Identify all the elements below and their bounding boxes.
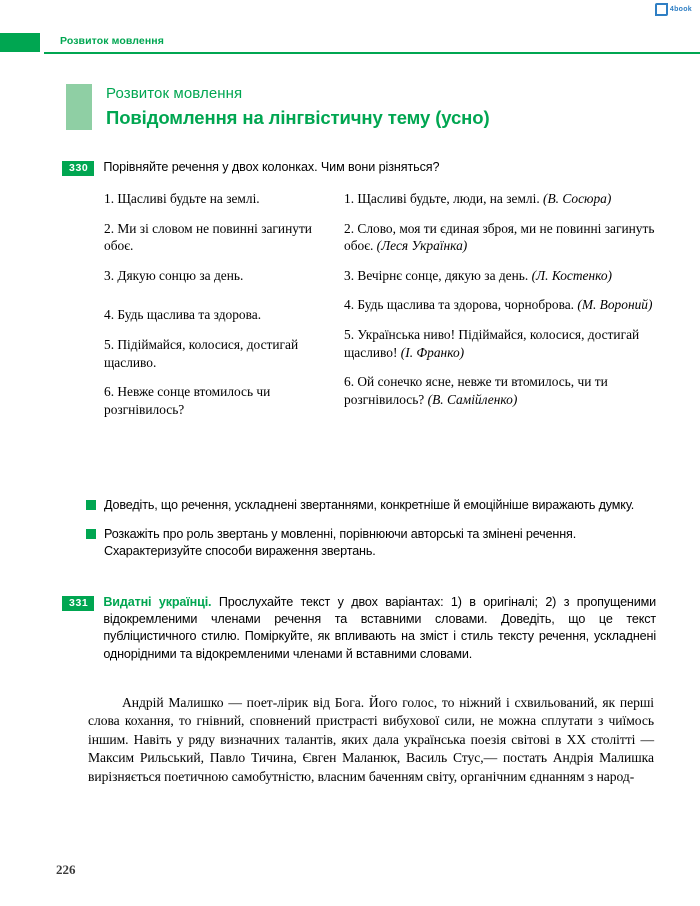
sentence-source: (І. Франко): [400, 344, 465, 360]
sentence-comparison: [104, 190, 656, 418]
section-swatch: [66, 84, 92, 130]
task-text: Розкажіть про роль звертань у мовленні, порівнюючи авторські та змінені речення. Схарактеризуйте способи вираження звертань.: [104, 527, 577, 558]
list-item: [344, 220, 656, 255]
sentence-text: 2. Слово, моя ти єдиная зброя, ми не повинні загинуть обоє.: [344, 220, 655, 254]
list-item: [344, 267, 656, 285]
exercise-330-prompt: Порівняйте речення у двох колонках. Чим вони різняться?: [103, 160, 440, 174]
list-item: [344, 373, 656, 408]
list-item: [344, 190, 656, 208]
exercise-331-instructions: Прослухайте текст у двох варіантах: 1) в оригіналі; 2) з пропущеними відокремленими членами речення та вставними словами. Доведіть, що це текст публіцистичного стилю. Поміркуйте, як впливають на зміст і стиль тексту речення, ускладнені однорідними та відокремленими членами й вставними словами.: [103, 595, 657, 661]
exercise-330-header: [62, 159, 654, 176]
exercise-331-prompt: [103, 594, 656, 663]
sentence-source: (В. Самійленко): [427, 391, 518, 407]
task-text: Доведіть, що речення, ускладнені звертаннями, конкретніше й емоційніше виражають думку.: [104, 498, 635, 512]
square-bullet-icon: [86, 529, 96, 539]
exercise-number-badge: 330: [62, 161, 94, 176]
running-head-rule: [44, 52, 700, 54]
list-item: [344, 326, 656, 361]
square-bullet-icon: [86, 500, 96, 510]
list-item: [344, 296, 656, 314]
exercise-331-header: [62, 594, 656, 663]
section-heading: [66, 84, 490, 130]
sentence-text: 1. Щасливі будьте, люди, на землі.: [344, 191, 544, 206]
running-head-title: Розвиток мовлення: [60, 35, 164, 47]
sentence-text: 4. Будь щаслива та здорова, чорноброва.: [344, 297, 578, 313]
reading-passage: Андрій Малишко — поет-лірик від Бога. Його голос, то ніжний і схвильований, як перші слова кохання, то гнівний, сповнений пристрасті вибухової сили, не можна сплутати з чиїмось іншим. Навіть у ряду визначних талантів, яких дала українська поезія світові в ХХ столітті — Максим Рильський, Павло Тичина, Євген Маланюк, Василь Стус,— постать Андрія Малишка вирізняється поетичною самобутністю, власним баченням світу, органічним єднанням з народ-: [88, 695, 654, 784]
sentence-source: (В. Сосюра): [543, 191, 612, 206]
section-kicker: Розвиток мовлення: [106, 85, 243, 102]
list-item: 1. Щасливі будьте на землі.: [104, 191, 260, 206]
sentence-source: (Л. Костенко): [531, 267, 613, 283]
sentence-source: (Леся Українка): [376, 238, 468, 254]
page-title: Повідомлення на лінгвістичну тему (усно): [106, 107, 490, 128]
list-item: [86, 526, 654, 560]
list-item: 2. Ми зі словом не повинні загинути обоє.: [104, 220, 312, 254]
page-number: 226: [56, 862, 76, 877]
running-head: [0, 33, 700, 57]
sentence-text: 5. Українська ниво! Підіймайся, колосися, достигай щасливо!: [344, 326, 640, 360]
list-item: 4. Будь щаслива та здорова.: [104, 307, 262, 323]
list-item: 5. Підіймайся, колосися, достигай щасливо.: [104, 336, 299, 370]
task-list: [86, 497, 654, 572]
running-head-swatch: [0, 33, 40, 52]
publisher-logo-text: 4book: [669, 6, 692, 13]
publisher-logo: [655, 3, 692, 16]
section-heading-text: [106, 84, 490, 130]
sentence-text: 6. Ой сонечко ясне, невже ти втомилось, чи ти розгнівилось?: [344, 374, 608, 407]
exercise-330: [62, 159, 654, 176]
list-item: 3. Дякую сонцю за день.: [104, 267, 244, 283]
book-logo-icon: [655, 3, 668, 16]
exercise-331: [62, 594, 656, 663]
sentence-text: 3. Вечірнє сонце, дякую за день.: [344, 267, 532, 283]
comparison-column-original: [344, 190, 656, 418]
comparison-column-modified: [104, 190, 316, 418]
list-item: [86, 497, 654, 514]
sentence-source: (М. Вороний): [577, 297, 653, 313]
exercise-topic-label: Видатні українці.: [103, 595, 212, 609]
exercise-number-badge: 331: [62, 596, 94, 611]
list-item: 6. Невже сонце втомилось чи розгнівилось?: [104, 384, 271, 417]
